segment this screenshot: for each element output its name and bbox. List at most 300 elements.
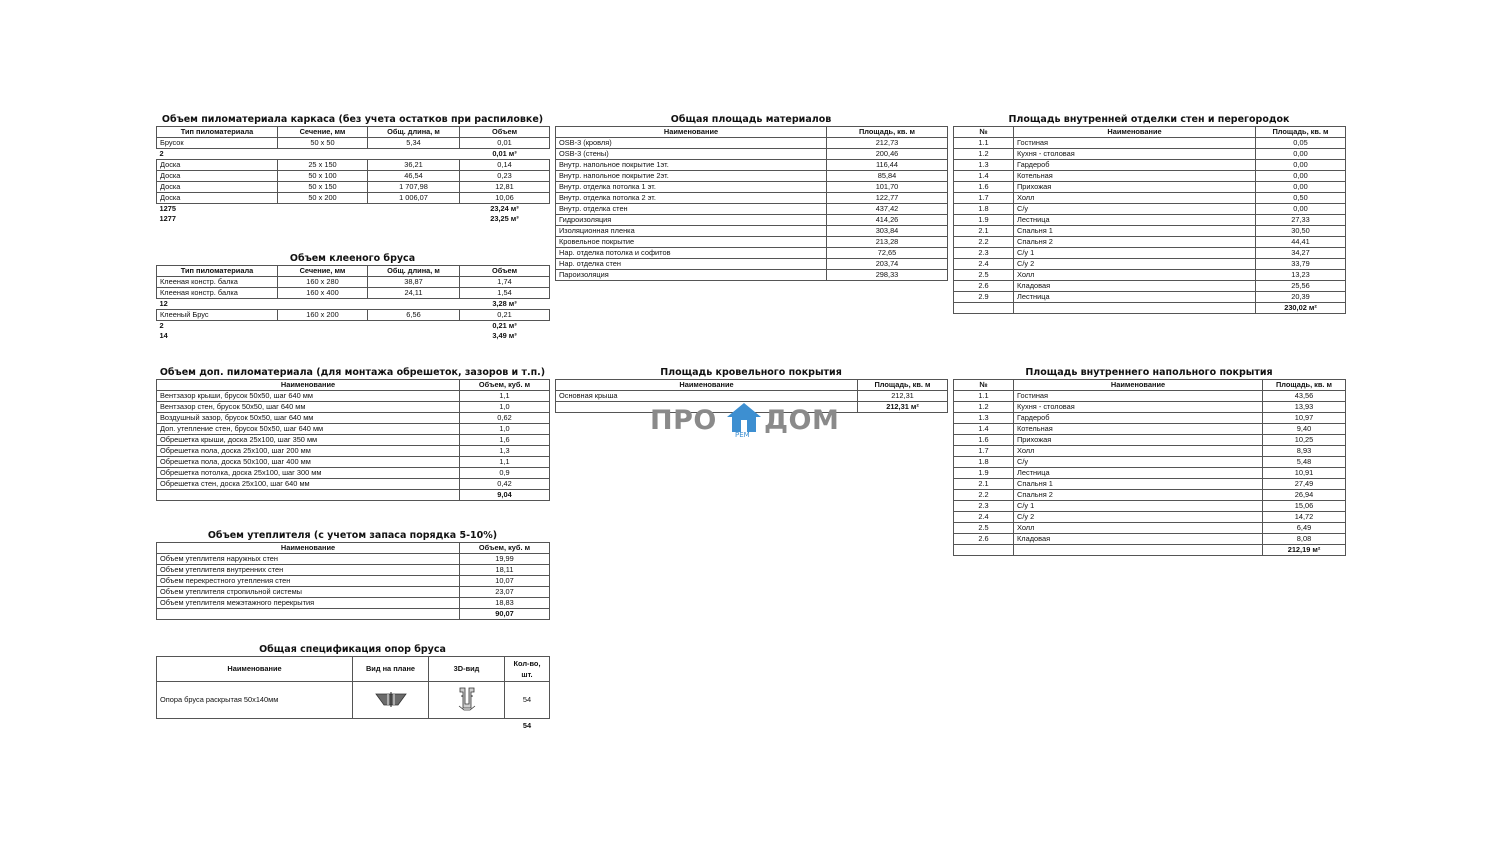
cell: 1.7 (954, 193, 1014, 204)
cell: Обрешетка пола, доска 25х100, шаг 200 мм (157, 446, 460, 457)
cell: Обрешетка стен, доска 25х100, шаг 640 мм (157, 479, 460, 490)
count-cell: 1275 (159, 204, 176, 213)
table-row (954, 182, 1346, 193)
cell: Кладовая (1014, 534, 1263, 545)
cell: Кухня - столовая (1014, 402, 1263, 413)
table-header (954, 380, 1346, 391)
cell: 1,0 (460, 424, 550, 435)
total-row (954, 545, 1346, 556)
cell: OSB-3 (стены) (556, 149, 827, 160)
total-row (157, 719, 550, 733)
total-row (954, 303, 1346, 314)
cell: 437,42 (827, 204, 948, 215)
cell: С/у 1 (1014, 501, 1263, 512)
cell: 1 707,98 (368, 182, 460, 193)
cell: 46,54 (368, 171, 460, 182)
frame-lumber-table (156, 126, 550, 224)
header-cell: Наименование (1014, 380, 1263, 391)
cell: Вентзазор стен, брусок 50х50, шаг 640 мм (157, 402, 460, 413)
cell: 54 (505, 682, 550, 719)
table-row (157, 182, 550, 193)
table-row (157, 479, 550, 490)
table-row (954, 446, 1346, 457)
cell: Лестница (1014, 292, 1256, 303)
plan-view-cell (353, 682, 429, 719)
total-cell: 0,21 м³ (492, 321, 517, 330)
cell: Доска (157, 171, 278, 182)
cell: 10,07 (460, 576, 550, 587)
cell: Обрешетка пола, доска 50х100, шаг 400 мм (157, 457, 460, 468)
table-row (954, 193, 1346, 204)
header-cell: 3D-вид (429, 657, 505, 682)
table-row (556, 182, 948, 193)
cell: Гостиная (1014, 138, 1256, 149)
cell: 1,3 (460, 446, 550, 457)
cell: 1.9 (954, 215, 1014, 226)
insulation-title: Объем утеплителя (с учетом запаса порядка 5-10%) (207, 530, 498, 541)
cell: 85,84 (827, 171, 948, 182)
table-row (157, 171, 550, 182)
table-row (954, 424, 1346, 435)
cell: Вентзазор крыши, брусок 50х50, шаг 640 мм (157, 391, 460, 402)
table-header (954, 127, 1346, 138)
table-row (954, 501, 1346, 512)
table-row (954, 237, 1346, 248)
cell: 212,31 (858, 391, 948, 402)
table-row (157, 138, 550, 149)
table-row (954, 523, 1346, 534)
cell: 10,91 (1263, 468, 1346, 479)
cell: 33,79 (1256, 259, 1346, 270)
subtotal-row (157, 149, 550, 160)
cell: 1.3 (954, 160, 1014, 171)
cell: 160 x 200 (278, 310, 368, 321)
cell: 6,56 (368, 310, 460, 321)
table-row (556, 193, 948, 204)
cell: 44,41 (1256, 237, 1346, 248)
cell: 2.3 (954, 248, 1014, 259)
cell: 298,33 (827, 270, 948, 281)
cell: 18,11 (460, 565, 550, 576)
insulation-section (156, 530, 549, 620)
cell: 1,1 (460, 391, 550, 402)
cell: 1.2 (954, 402, 1014, 413)
total-row (157, 490, 550, 501)
cell: 27,49 (1263, 479, 1346, 490)
cell: 25 x 150 (278, 160, 368, 171)
table-header (157, 266, 550, 277)
logo-text-left: ПРО (650, 405, 717, 436)
cell: 0,00 (1256, 171, 1346, 182)
subtotal-row (157, 204, 550, 215)
cell: Опора бруса раскрытая 50х140мм (157, 682, 353, 719)
total-cell: 212,31 м² (858, 402, 948, 413)
glulam-table (156, 265, 550, 341)
materials-area-table (555, 126, 948, 281)
cell: 0,42 (460, 479, 550, 490)
table-row (954, 149, 1346, 160)
table-row (954, 248, 1346, 259)
cell: 6,49 (1263, 523, 1346, 534)
table-header (157, 543, 550, 554)
cell: 414,26 (827, 215, 948, 226)
cell: 10,06 (460, 193, 550, 204)
cell: 0,00 (1256, 149, 1346, 160)
cell: 160 x 400 (278, 288, 368, 299)
cell: 1.4 (954, 424, 1014, 435)
cell: 2.2 (954, 237, 1014, 248)
total-cell: 3,49 м³ (492, 331, 517, 340)
cell: 5,48 (1263, 457, 1346, 468)
cell: 10,25 (1263, 435, 1346, 446)
table-row (556, 226, 948, 237)
count-cell: 14 (159, 331, 168, 340)
cell: Объем утеплителя межэтажного перекрытия (157, 598, 460, 609)
cell: 122,77 (827, 193, 948, 204)
cell: Клееный Брус (157, 310, 278, 321)
header-cell: Объем (460, 266, 550, 277)
frame-lumber-section (156, 114, 549, 224)
cell: 1.6 (954, 182, 1014, 193)
cell: 1.9 (954, 468, 1014, 479)
brand-logo (650, 402, 850, 442)
cell: 10,97 (1263, 413, 1346, 424)
cell: 2.4 (954, 259, 1014, 270)
cell: 8,93 (1263, 446, 1346, 457)
subtotal-row (157, 299, 550, 310)
cell: 26,94 (1263, 490, 1346, 501)
table-row (954, 160, 1346, 171)
cell: 1,54 (460, 288, 550, 299)
logo-text-right: ДОМ (764, 405, 840, 436)
table-row (954, 479, 1346, 490)
total-cell: 9,04 (460, 490, 550, 501)
cell: Спальня 2 (1014, 237, 1256, 248)
beam-supports-section (156, 644, 549, 732)
cell: 19,99 (460, 554, 550, 565)
cell: Обрешетка потолка, доска 25х100, шаг 300 мм (157, 468, 460, 479)
cell: Спальня 1 (1014, 226, 1256, 237)
table-row (157, 565, 550, 576)
table-row (954, 171, 1346, 182)
table-row (954, 490, 1346, 501)
cell: Изоляционная пленка (556, 226, 827, 237)
table-row (954, 512, 1346, 523)
cell: Холл (1014, 523, 1263, 534)
cell: 1 006,07 (368, 193, 460, 204)
cell: 2.6 (954, 534, 1014, 545)
cell: 50 x 50 (278, 138, 368, 149)
table-row (157, 446, 550, 457)
cell: Нар. отделка потолка и софитов (556, 248, 827, 259)
table-row (556, 171, 948, 182)
floor-covering-table (953, 379, 1346, 556)
cell: Гостиная (1014, 391, 1263, 402)
cell: Гидроизоляция (556, 215, 827, 226)
glulam-section (156, 253, 549, 341)
cell: 1.3 (954, 413, 1014, 424)
cell: 50 x 200 (278, 193, 368, 204)
cell: Брусок (157, 138, 278, 149)
cell: Объем утеплителя стропильной системы (157, 587, 460, 598)
cell: С/у (1014, 204, 1256, 215)
frame-lumber-title: Объем пиломатериала каркаса (без учета остатков при распиловке) (161, 114, 544, 125)
table-row (954, 534, 1346, 545)
table-header (157, 127, 550, 138)
cell: 2.6 (954, 281, 1014, 292)
table-row (954, 259, 1346, 270)
table-row (954, 138, 1346, 149)
cell: Лестница (1014, 215, 1256, 226)
count-cell: 1277 (159, 214, 176, 223)
wall-finish-section (953, 114, 1345, 314)
table-row (954, 413, 1346, 424)
header-cell: Общ. длина, м (368, 266, 460, 277)
header-cell: Тип пиломатериала (157, 266, 278, 277)
cell: 50 x 100 (278, 171, 368, 182)
cell: 0,01 (460, 138, 550, 149)
cell: Холл (1014, 446, 1263, 457)
header-cell: Наименование (556, 380, 858, 391)
cell: Объем перекрестного утепления стен (157, 576, 460, 587)
count-cell: 2 (159, 149, 164, 158)
cell: 0,21 (460, 310, 550, 321)
header-cell: Объем, куб. м (460, 543, 550, 554)
cell: Гардероб (1014, 413, 1263, 424)
grand-total-row (157, 214, 550, 224)
table-row (556, 259, 948, 270)
cell: 0,23 (460, 171, 550, 182)
table-row (157, 598, 550, 609)
cell: Кухня - столовая (1014, 149, 1256, 160)
cell: 38,87 (368, 277, 460, 288)
total-cell: 90,07 (460, 609, 550, 620)
cell: 160 x 280 (278, 277, 368, 288)
table-row (556, 391, 948, 402)
cell: Доска (157, 182, 278, 193)
cell: 5,34 (368, 138, 460, 149)
total-cell: 54 (522, 720, 532, 730)
header-cell: Объем, куб. м (460, 380, 550, 391)
table-row (954, 281, 1346, 292)
cell: 0,00 (1256, 160, 1346, 171)
grand-total-row (157, 331, 550, 341)
wall-finish-title: Площадь внутренней отделки стен и перегородок (1008, 114, 1290, 125)
header-cell: Наименование (157, 543, 460, 554)
table-row (556, 160, 948, 171)
total-cell: 230,02 м² (1256, 303, 1346, 314)
table-header (157, 380, 550, 391)
header-cell: № (954, 380, 1014, 391)
cell: 72,65 (827, 248, 948, 259)
cell: 0,9 (460, 468, 550, 479)
cell: 212,73 (827, 138, 948, 149)
table-row (954, 292, 1346, 303)
table-row (556, 204, 948, 215)
total-row (157, 609, 550, 620)
table-row (157, 193, 550, 204)
cell: Нар. отделка стен (556, 259, 827, 270)
cell: 203,74 (827, 259, 948, 270)
plan-view-icon (374, 690, 408, 708)
table-row (954, 391, 1346, 402)
cell: Объем утеплителя внутренних стен (157, 565, 460, 576)
cell: 1,0 (460, 402, 550, 413)
cell: 14,72 (1263, 512, 1346, 523)
insulation-table (156, 542, 550, 620)
extra-lumber-title: Объем доп. пиломатериала (для монтажа обрешеток, зазоров и т.п.) (159, 367, 546, 378)
cell: 0,05 (1256, 138, 1346, 149)
table-row (556, 138, 948, 149)
cell: 1,74 (460, 277, 550, 288)
3d-view-icon (456, 686, 478, 712)
cell: 1.8 (954, 457, 1014, 468)
cell: Гардероб (1014, 160, 1256, 171)
header-cell: Сечение, мм (278, 266, 368, 277)
cell: 1.6 (954, 435, 1014, 446)
table-row (556, 215, 948, 226)
cell: Прихожая (1014, 435, 1263, 446)
logo-subtext: РЕМ (735, 431, 750, 439)
table-row (954, 270, 1346, 281)
cell: 12,81 (460, 182, 550, 193)
cell: Воздушный зазор, брусок 50х50, шаг 640 мм (157, 413, 460, 424)
cell: 0,50 (1256, 193, 1346, 204)
cell: 116,44 (827, 160, 948, 171)
cell: 1.4 (954, 171, 1014, 182)
header-cell: Наименование (556, 127, 827, 138)
table-row (556, 237, 948, 248)
table-row (157, 587, 550, 598)
cell: 23,07 (460, 587, 550, 598)
cell: Клееная констр. балка (157, 288, 278, 299)
cell: Спальня 2 (1014, 490, 1263, 501)
total-cell: 212,19 м² (1263, 545, 1346, 556)
cell: Обрешетка крыши, доска 25х100, шаг 350 мм (157, 435, 460, 446)
header-cell: Тип пиломатериала (157, 127, 278, 138)
cell: 36,21 (368, 160, 460, 171)
cell: 2.4 (954, 512, 1014, 523)
cell: 2.1 (954, 479, 1014, 490)
table-row (954, 435, 1346, 446)
cell: С/у 2 (1014, 259, 1256, 270)
cell: 1.1 (954, 138, 1014, 149)
materials-area-section (555, 114, 947, 281)
cell: 25,56 (1256, 281, 1346, 292)
floor-covering-section (953, 367, 1345, 556)
table-row (157, 402, 550, 413)
cell: Спальня 1 (1014, 479, 1263, 490)
table-row (157, 468, 550, 479)
cell: Холл (1014, 270, 1256, 281)
cell: 13,23 (1256, 270, 1346, 281)
cell: Котельная (1014, 424, 1263, 435)
header-cell: Сечение, мм (278, 127, 368, 138)
cell: 9,40 (1263, 424, 1346, 435)
cell: 50 x 150 (278, 182, 368, 193)
cell: 2.3 (954, 501, 1014, 512)
cell: 1.8 (954, 204, 1014, 215)
cell: Клееная констр. балка (157, 277, 278, 288)
total-cell: 23,24 м³ (490, 204, 519, 213)
roofing-area-title: Площадь кровельного покрытия (660, 367, 842, 378)
materials-area-title: Общая площадь материалов (670, 114, 832, 125)
cell: 1.7 (954, 446, 1014, 457)
table-header (157, 657, 550, 682)
header-cell: Площадь, кв. м (1256, 127, 1346, 138)
extra-lumber-section (156, 367, 549, 501)
cell: 2.9 (954, 292, 1014, 303)
cell: 2.1 (954, 226, 1014, 237)
table-row (954, 402, 1346, 413)
header-cell: Общ. длина, м (368, 127, 460, 138)
beam-supports-table (156, 656, 550, 732)
table-row (157, 682, 550, 719)
table-row (556, 270, 948, 281)
cell: 30,50 (1256, 226, 1346, 237)
count-cell: 2 (159, 321, 164, 330)
table-header (556, 380, 948, 391)
header-cell: Площадь, кв. м (1263, 380, 1346, 391)
cell: 101,70 (827, 182, 948, 193)
total-cell: 23,25 м³ (490, 214, 519, 223)
header-cell: Площадь, кв. м (858, 380, 948, 391)
cell: 24,11 (368, 288, 460, 299)
header-cell: Вид на плане (353, 657, 429, 682)
cell: Кровельное покрытие (556, 237, 827, 248)
floor-covering-title: Площадь внутреннего напольного покрытия (1025, 367, 1273, 378)
cell: 15,06 (1263, 501, 1346, 512)
cell: Холл (1014, 193, 1256, 204)
table-row (954, 457, 1346, 468)
cell: 1.1 (954, 391, 1014, 402)
cell: 1.2 (954, 149, 1014, 160)
table-row (556, 149, 948, 160)
cell: 0,00 (1256, 182, 1346, 193)
cell: Внутр. напольное покрытие 1эт. (556, 160, 827, 171)
table-row (157, 576, 550, 587)
cell: 13,93 (1263, 402, 1346, 413)
cell: Внутр. отделка потолка 1 эт. (556, 182, 827, 193)
cell: Основная крыша (556, 391, 858, 402)
cell: Пароизоляция (556, 270, 827, 281)
cell: 213,28 (827, 237, 948, 248)
cell: 18,83 (460, 598, 550, 609)
table-row (157, 277, 550, 288)
cell: 0,62 (460, 413, 550, 424)
table-row (954, 215, 1346, 226)
table-row (157, 554, 550, 565)
cell: 34,27 (1256, 248, 1346, 259)
extra-lumber-table (156, 379, 550, 501)
cell: Кладовая (1014, 281, 1256, 292)
cell: Доп. утепление стен, брусок 50х50, шаг 640 мм (157, 424, 460, 435)
cell: 0,00 (1256, 204, 1346, 215)
table-row (157, 457, 550, 468)
header-cell: Объем (460, 127, 550, 138)
3d-view-cell (429, 682, 505, 719)
cell: С/у (1014, 457, 1263, 468)
table-row (954, 204, 1346, 215)
table-row (157, 435, 550, 446)
cell: 1,6 (460, 435, 550, 446)
header-cell: Наименование (157, 380, 460, 391)
cell: 8,08 (1263, 534, 1346, 545)
cell: Объем утеплителя наружных стен (157, 554, 460, 565)
cell: 0,14 (460, 160, 550, 171)
cell: Прихожая (1014, 182, 1256, 193)
cell: Доска (157, 160, 278, 171)
